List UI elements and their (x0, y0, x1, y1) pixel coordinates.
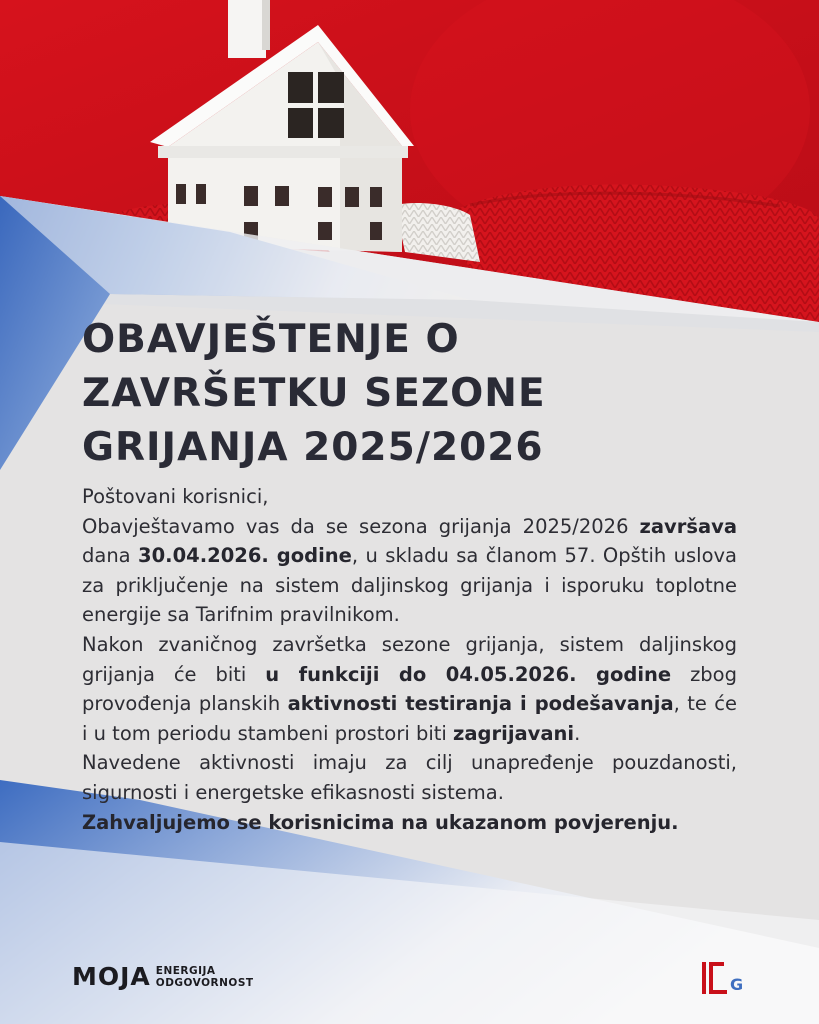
greeting: Poštovani korisnici, (82, 485, 269, 508)
logo-main-text: MOJA (72, 962, 151, 991)
logo-subtext: ENERGIJA ODGOVORNOST (155, 964, 254, 989)
company-logo-letter: G (730, 975, 744, 994)
title-line-1: OBAVJEŠTENJE O (82, 317, 460, 362)
paragraph-season-end: Obavještavamo vas da se sezona grijanja 2025/2026 završava dana 30.04.2026. godine, u skladu sa članom 57. Opštih uslova za priključenje na sistem daljinskog grijanja i isporuku toplotne energije sa Tarifnim pravilnikom. (82, 514, 737, 627)
title-line-2: ZAVRŠETKU SEZONE (82, 371, 546, 416)
paragraph-testing: Nakon zvaničnog završetka sezone grijanja, sistem daljinskog grijanja će biti u funkciji do 04.05.2026. godine zbog provođenja planskih aktivnosti testiranja i podešavanja, te će i u tom periodu stambeni prostori biti zagrijavani. (82, 632, 737, 745)
company-logo-icon (700, 960, 746, 996)
announcement-body (82, 482, 737, 837)
thanks-line: Zahvaljujemo se korisnicima na ukazanom povjerenju. (82, 810, 679, 834)
page-title (82, 313, 762, 475)
paragraph-goal: Navedene aktivnosti imaju za cilj unapređenje pouzdanosti, sigurnosti i energetske efikasnosti sistema. (82, 751, 737, 804)
moja-energija-logo (72, 962, 254, 991)
title-line-3: GRIJANJA 2025/2026 (82, 425, 544, 470)
